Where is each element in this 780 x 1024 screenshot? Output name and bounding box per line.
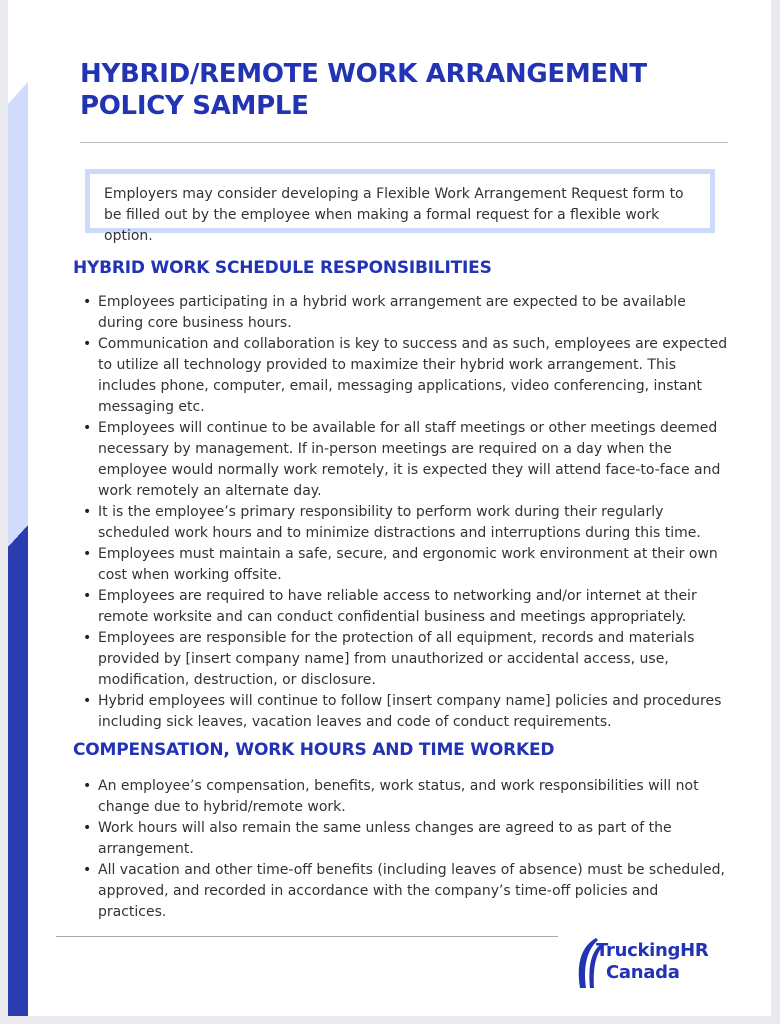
list-item [78,776,728,818]
note-box [85,169,715,244]
list-item-text: Employees are responsible for the protection of all equipment, records and materials provided by [insert company name] from unauthorized or accidental access, use, modification, destruction, or disclosure. [98,630,695,688]
list-item-text: Work hours will also remain the same unless changes are agreed to as part of the arrangement. [98,820,672,857]
list-item [78,691,728,733]
bullet-icon: • [83,778,92,794]
list-item [78,628,728,691]
bullet-icon: • [83,630,92,646]
bullet-list-compensation [78,776,728,923]
list-item [78,418,728,502]
company-logo [574,934,734,990]
bullet-list-hybrid [78,292,728,733]
divider [80,142,728,143]
list-item-text: Hybrid employees will continue to follow [insert company name] policies and procedures including sick leaves, vacation leaves and code of conduct requirements. [98,693,722,730]
bullet-icon: • [83,820,92,836]
list-item [78,818,728,860]
bullet-icon: • [83,420,92,436]
list-item [78,334,728,418]
list-item-text: It is the employee’s primary responsibility to perform work during their regularly scheduled work hours and to minimize distractions and interruptions during this time. [98,504,701,541]
list-item [78,502,728,544]
bullet-icon: • [83,588,92,604]
note-text: Employers may consider developing a Flexible Work Arrangement Request form to be filled out by the employee when making a formal request for a flexible work option. [104,186,684,244]
list-item-text: Communication and collaboration is key to success and as such, employees are expected to utilize all technology provided to maximize their hybrid work arrangement. This includes phone, computer, email, messaging applications, video conferencing, instant messaging etc. [98,336,728,415]
bullet-icon: • [83,862,92,878]
side-accent-light [8,82,28,525]
footer-divider [56,936,558,937]
document-page [8,0,771,1016]
bullet-icon: • [83,504,92,520]
list-item-text: An employee’s compensation, benefits, work status, and work responsibilities will not change due to hybrid/remote work. [98,778,699,815]
bullet-icon: • [83,294,92,310]
section-heading-hybrid: HYBRID WORK SCHEDULE RESPONSIBILITIES [73,258,492,278]
list-item-text: Employees are required to have reliable access to networking and/or internet at their remote worksite and can conduct confidential business and meetings appropriately. [98,588,697,625]
page-title: HYBRID/REMOTE WORK ARRANGEMENT POLICY SAMPLE [80,59,647,121]
list-item-text: All vacation and other time-off benefits (including leaves of absence) must be scheduled, approved, and recorded in accordance with the company’s time-off policies and practices. [98,862,725,920]
list-item-text: Employees participating in a hybrid work arrangement are expected to be available during core business hours. [98,294,686,331]
bullet-icon: • [83,693,92,709]
list-item [78,292,728,334]
bullet-icon: • [83,546,92,562]
logo-text-line1: TruckingHR [596,940,709,961]
list-item [78,860,728,923]
logo-text-line2: Canada [606,962,680,983]
side-accent-dark [8,525,28,1016]
list-item [78,586,728,628]
list-item-text: Employees will continue to be available for all staff meetings or other meetings deemed necessary by management. If in-person meetings are required on a day when the employee would normally work remotely, it is expected they will attend face-to-face and work remotely an alternate day. [98,420,721,499]
list-item [78,544,728,586]
section-heading-compensation: COMPENSATION, WORK HOURS AND TIME WORKED [73,740,555,760]
bullet-icon: • [83,336,92,352]
list-item-text: Employees must maintain a safe, secure, and ergonomic work environment at their own cost when working offsite. [98,546,718,583]
